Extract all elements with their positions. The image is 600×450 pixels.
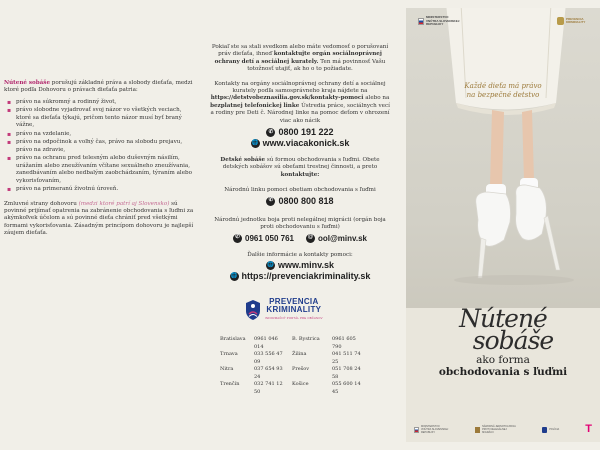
prevencia-badge-icon [557, 17, 564, 25]
witness-text-end: Ten má povinnosť Vašu totožnosť utajiť, ak ho o to požiadate. [247, 58, 386, 73]
obligations-paragraph [4, 201, 194, 238]
rights-panel [0, 0, 200, 450]
phone-contact-1[interactable] [208, 127, 392, 138]
rights-item: ▪ právo na súkromný a rodinný život, [4, 99, 194, 106]
prevencia-logo [245, 298, 355, 322]
office-city: Bratislava [220, 336, 246, 343]
office-city: Prešov [292, 366, 310, 373]
trafficking-contact: kontaktujte: [280, 171, 320, 178]
cover-panel [406, 8, 600, 442]
trafficking-paragraph [208, 157, 392, 179]
rights-intro-text: porušujú základné práva a slobody dieťaťa, medzi ktoré podľa Dohovoru o právach dieťaťa patria: [4, 80, 193, 94]
rights-intro [4, 80, 194, 95]
phone-icon: ✆ [233, 234, 242, 243]
tagline-line-1: Každé dieťa má právo [464, 82, 542, 90]
web-contact-3[interactable] [208, 271, 392, 282]
partner-logos [414, 425, 592, 434]
phone-contact-3[interactable] [233, 233, 294, 244]
globe-icon: 🌐 [266, 261, 275, 270]
phone-icon: ✆ [266, 128, 275, 137]
logo-word-1: PREVENCIA [269, 296, 319, 306]
office-city: Trnava [220, 351, 238, 358]
office-number: 0961 605 790 [332, 336, 356, 350]
web-contact-1[interactable] [208, 138, 392, 149]
office-number: 041 511 74 25 [332, 351, 361, 365]
office-number: 0961 046 014 [254, 336, 278, 350]
partner-logo-text: POLÍCIA [549, 428, 560, 431]
partner-logo-ministry [414, 425, 449, 434]
rights-item: ▪ právo na ochranu pred telesným alebo duševným násilím, urážaním alebo zneužívaním včítane sexuálneho zneužívania, zanedbávaním alebo nedbalým zaobchádzaním, týraním alebo vykorisťovaním, [4, 155, 194, 185]
rights-item: ▪ právo na vzdelanie, [4, 131, 194, 138]
phone-number: 0800 800 818 [278, 195, 334, 206]
rights-list [4, 99, 194, 194]
office-number: 055 600 14 45 [332, 381, 361, 395]
rights-item: ▪ právo slobodne vyjadrovať svoj názor vo všetkých veciach, ktoré sa dieťaťa týkajú, pričom tento názor musí byť braný vážne, [4, 107, 194, 129]
cover-title-block [406, 304, 600, 378]
witness-strong: kontaktujte orgán sociálnoprávnej ochrany detí a sociálnej kurately. [214, 51, 382, 65]
partner-logo-text: MINISTERSTVO VNÚTRA SLOVENSKEJ REPUBLIKY [421, 425, 449, 434]
regional-text: Kontakty na orgány sociálnoprávnej ochrany detí a sociálnej kurately podľa samosprávneho kraja nájdete na [214, 80, 386, 95]
prevencia-small-logo [557, 16, 588, 27]
logo-caption: INFORMAČNÝ PORTÁL PRE OBČANOV [265, 315, 323, 320]
cover-title [406, 304, 600, 355]
girl-in-heels-illustration [406, 8, 600, 308]
mail-icon: @ [306, 234, 315, 243]
witness-paragraph [208, 44, 392, 74]
tagline-line-2: na bezpečné detstvo [466, 91, 540, 99]
phone-contact-2[interactable] [208, 196, 392, 207]
office-city: Nitra [220, 366, 234, 373]
partner-logo-unit [475, 425, 516, 434]
obligations-text-b: sú povinné prijímať opatrenia na zabránenie obchodovania s ľuďmi za akýmkoľvek účelom a sú povinné dieťa chrániť pred všetkými formami vykorisťovania. Zásadným princípom dohovoru je najlepší záujem dieťaťa. [4, 200, 194, 237]
subtitle-line-1: ako forma [476, 354, 530, 366]
office-number: 032 741 12 50 [254, 381, 283, 395]
slovak-coat-of-arms-icon [418, 18, 424, 25]
ministry-logo [418, 16, 460, 27]
shield-logo-icon [245, 299, 261, 321]
office-city: Košice [292, 381, 309, 388]
cover-subtitle [406, 354, 600, 378]
witness-text: Pokiaľ ste sa stali svedkom alebo máte vedomosť o porušovaní práv dieťaťa, ihneď [211, 44, 389, 58]
web-link: www.minv.sk [277, 259, 335, 270]
cover-top-logos [418, 16, 588, 27]
migration-unit-label: Národnú jednotku boja proti nelegálnej migrácii (orgán boja proti obchodovaniu s ľuďmi) [214, 216, 386, 231]
police-emblem-icon [542, 427, 547, 433]
cover-tagline [406, 82, 600, 100]
office-number: 051 708 24 58 [332, 366, 361, 380]
office-number: 037 654 93 24 [254, 366, 283, 380]
logo-word-2: KRIMINALITY [266, 304, 322, 314]
regional-strong: bezplatnej telefonickej linke [210, 102, 300, 109]
regional-text-3: Ústredia práce, sociálnych vecí a rodiny pre Deti č. Národnej linke na pomoc deťom v ohrození viac ako nácik [210, 102, 390, 124]
office-number: 033 556 47 09 [254, 351, 283, 365]
partner-logo-text: NÁRODNÁ JEDNOTKA BOJA PROTI NELEGÁLNEJ MIGRÁCII [482, 425, 516, 434]
trafficking-text: sú formou obchodovania s ľuďmi. Obete detských sobášov sú obeťami trestnej činnosti, a preto [222, 157, 380, 171]
helpline-label: Národnú linku pomoci obetiam obchodovania s ľuďmi [224, 187, 376, 194]
office-city: Žilina [292, 351, 307, 358]
ministry-logo-text: MINISTERSTVO VNÚTRA SLOVENSKEJ REPUBLIKY [426, 15, 460, 27]
trafficking-strong: Detské sobáše [220, 157, 266, 164]
phone-number: 0961 050 761 [245, 233, 294, 243]
more-info-label: Ďalšie informácie a kontakty pomoci: [247, 251, 353, 258]
office-city: B. Bystrica [292, 336, 320, 343]
obligations-muted: (medzi ktoré patrí aj Slovensko) [78, 200, 170, 207]
title-line-2: sobáše [472, 326, 554, 355]
regional-link[interactable]: https://detstvobeznasilia.gov.sk/kontakty-pomoci [210, 95, 364, 102]
title-line-1: Nútené [459, 304, 547, 333]
migration-contacts [208, 233, 392, 244]
globe-icon: 🌐 [251, 139, 260, 148]
phone-icon: ✆ [266, 197, 275, 206]
regional-offices-table [220, 336, 380, 396]
cover-photo [406, 8, 600, 308]
obligations-text-a: Zmluvné strany dohovoru [4, 200, 79, 207]
rights-item: ▪ právo na odpočinok a voľný čas, právo na slobodu prejavu, právo na zdravie, [4, 139, 194, 154]
regional-paragraph [208, 81, 392, 125]
prevencia-small-logo-text: PREVENCIA KRIMINALITY [566, 16, 586, 25]
coat-of-arms-icon [414, 427, 419, 433]
contacts-panel [200, 0, 400, 450]
unit-emblem-icon [475, 427, 480, 433]
subtitle-line-2: obchodovania s ľuďmi [438, 366, 568, 378]
rights-intro-strong: Nútené sobáše [4, 80, 51, 86]
web-link: https://prevenciakriminality.sk [241, 270, 371, 281]
telekom-logo: T [585, 423, 592, 435]
regional-text-2: alebo na [363, 95, 390, 102]
phone-number: 0800 191 222 [278, 127, 334, 138]
web-link: www.viacakonick.sk [262, 138, 350, 149]
email-contact[interactable] [306, 233, 367, 244]
partner-logo-police [542, 427, 559, 433]
globe-icon: 🌐 [230, 272, 239, 281]
email-address: ool@minv.sk [317, 233, 367, 243]
office-city: Trenčín [220, 381, 240, 388]
rights-item: ▪ právo na primeranú životnú úroveň. [4, 186, 194, 193]
web-contact-2[interactable] [208, 260, 392, 271]
